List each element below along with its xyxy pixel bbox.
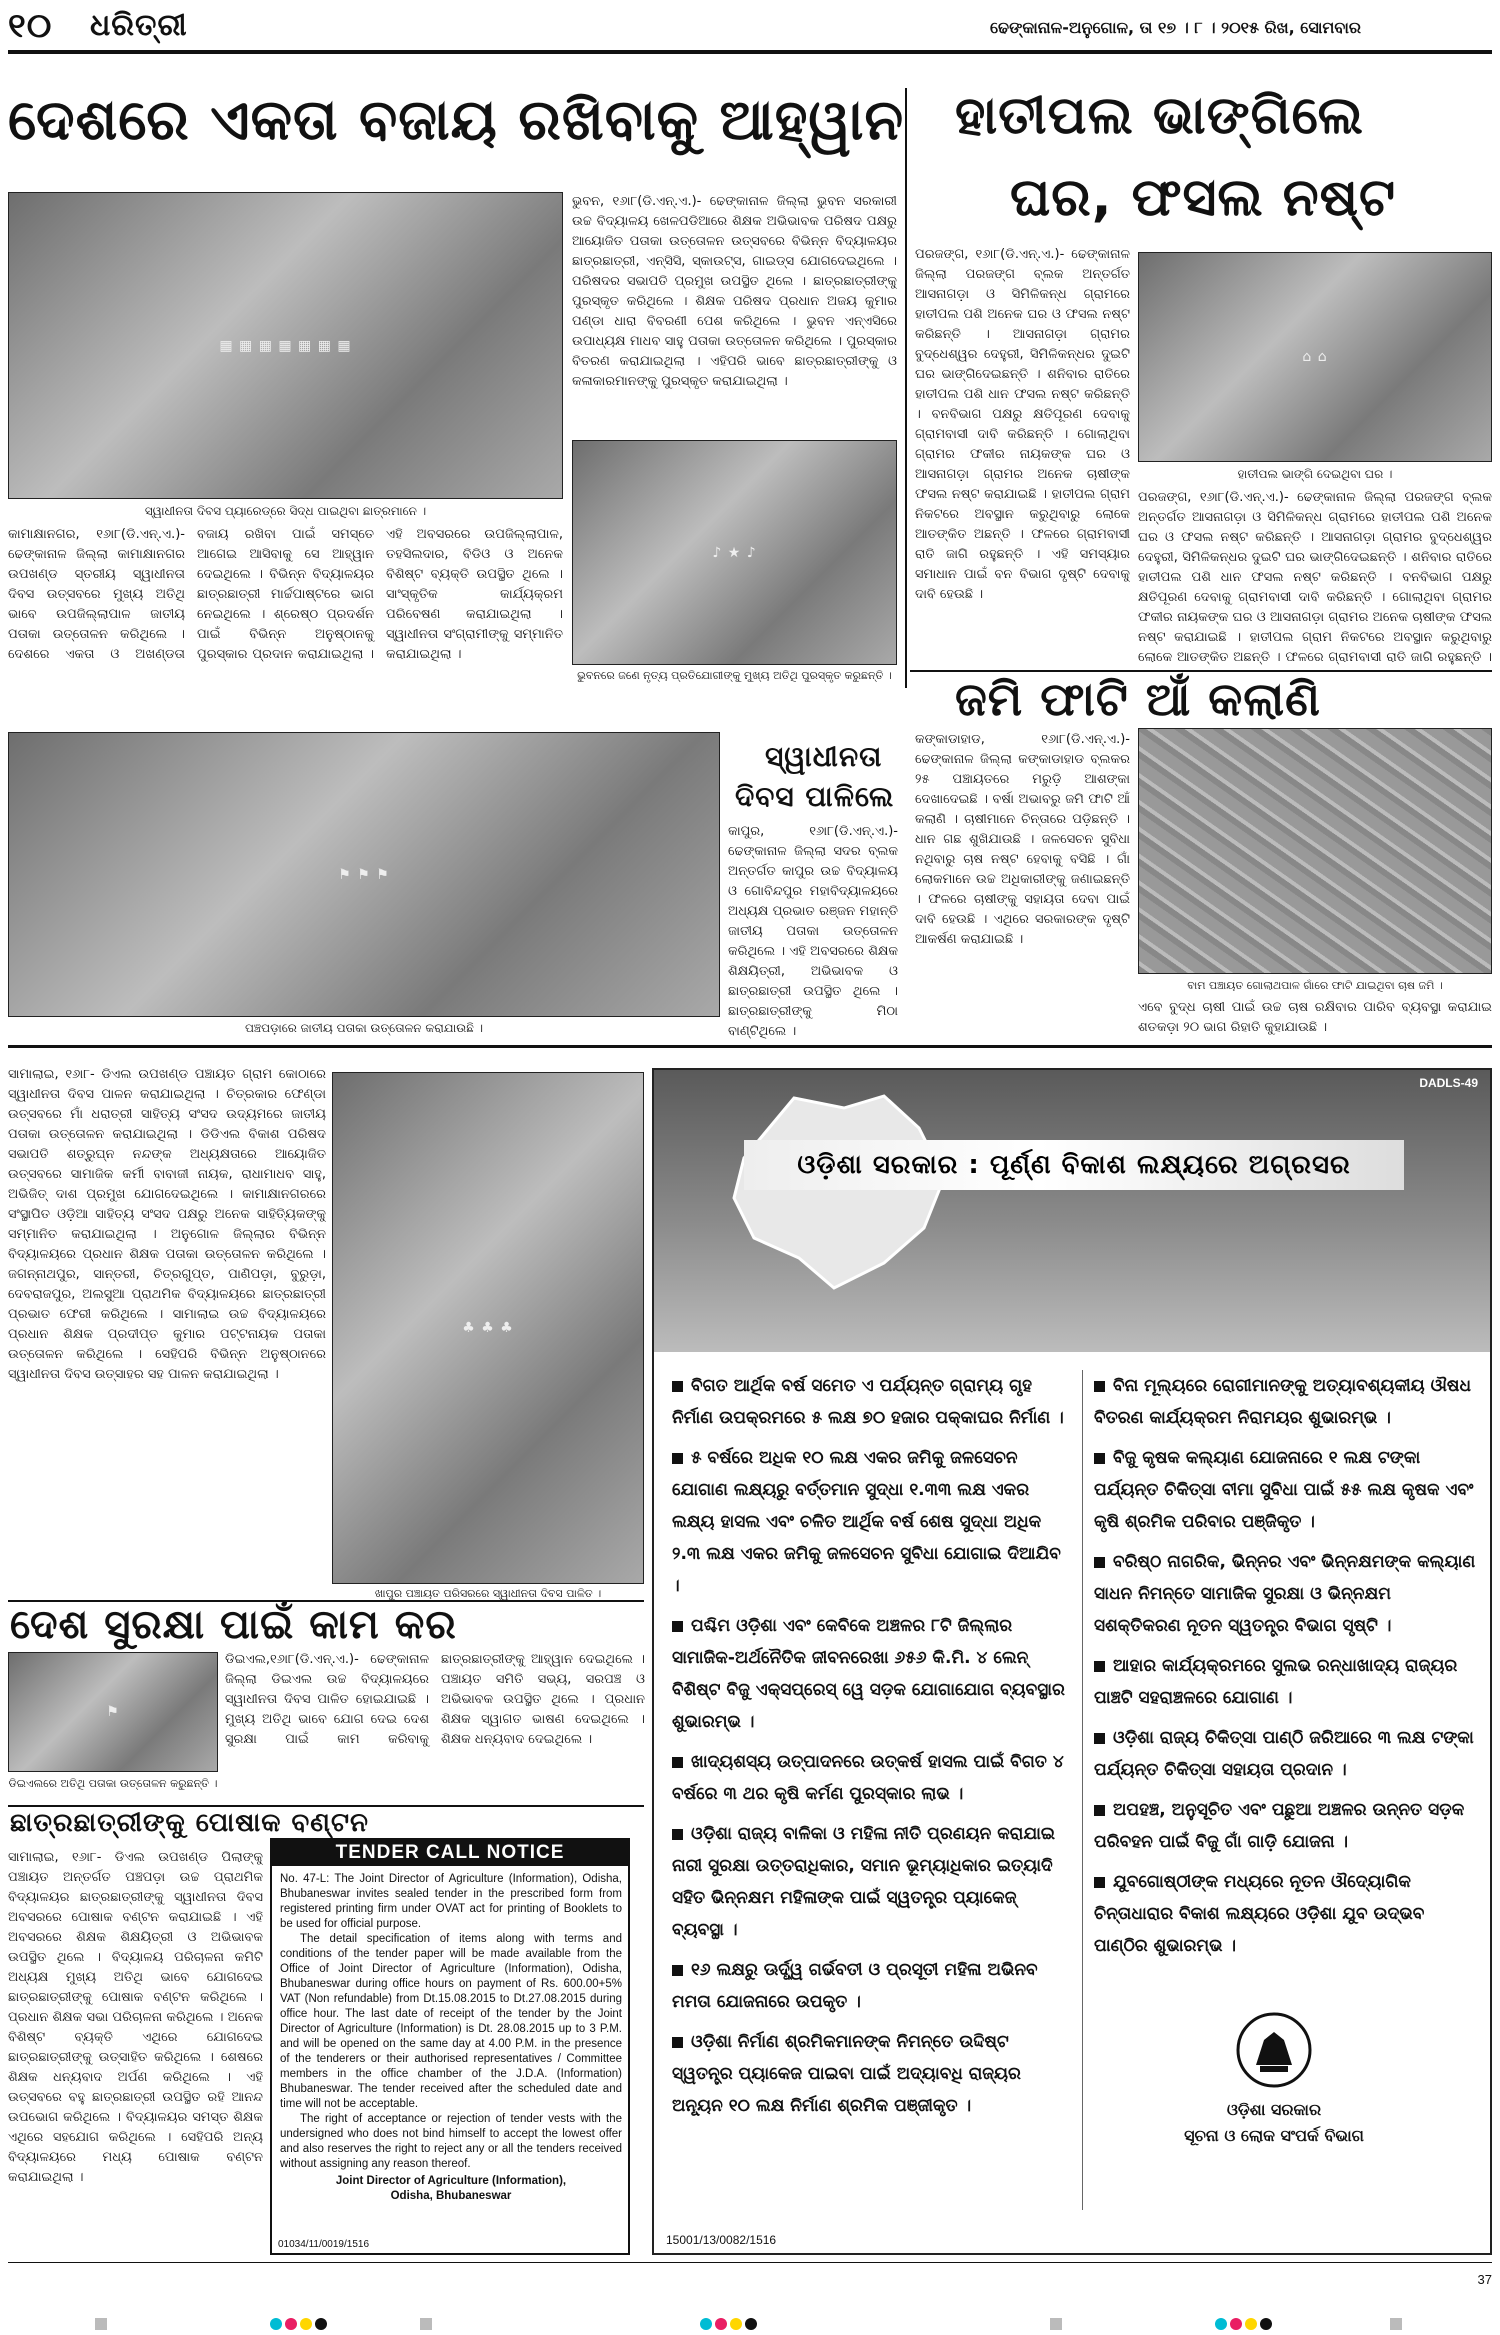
tender-para-2: The detail specification of items along with terms and conditions of the tender paper will be made available from the Office of Joint Director of Agriculture (Information), Odisha, Bhubaneswar during office hours on payment of Rs. 600.00+5% VAT (Non refundable) from Dt.15.08.2015 to Dt.27.08.2015 during office hour. The last date of receipt of the tender by the Joint Director of Agriculture (Information) is Dt. 28.08.2015 up to 3 P.M. and will be opened on the same day at 4.00 P.M. in the presence of the tenderers or their authorised representatives / Committee members in the office chamber of the J.D.A. (Information) Bhubaneswar. The tender received after the scheduled date and time will not be acceptable.: [280, 1933, 622, 2110]
page-number: ୧୦: [8, 6, 53, 46]
parade-photo-caption: ସ୍ୱାଧୀନତା ଦିବସ ପ୍ୟାରେଡ୍‌ରେ ସିଦ୍ଧ ପାଇଥିବା ଛାତ୍ରମାନେ ।: [144, 504, 427, 518]
flag-hoisting-caption: ପଞ୍ଚପଡ଼ାରେ ଜାତୀୟ ପତାକା ଉତ୍ତୋଳନ କରାଯାଉଛି ।: [244, 1021, 484, 1035]
registration-mark: [420, 2318, 432, 2330]
registration-mark: [95, 2318, 107, 2330]
parade-photo: ▦ ▦ ▦ ▦ ▦ ▦ ▦: [8, 192, 563, 499]
story2-headline-1: ହାତୀପଲ ଭାଙ୍ଗିଲେ: [955, 86, 1364, 146]
tender-notice: [270, 1838, 630, 2255]
story7-rule: [8, 1805, 644, 1807]
ad-banner: ଓଡ଼ିଶା ସରକାର : ପୂର୍ଣ୍ଣ ବିକାଶ ଲକ୍ଷ୍ୟରେ ଅଗ୍ରସର: [744, 1140, 1404, 1190]
tender-sign-1: Joint Director of Agriculture (Information),: [335, 2175, 567, 2187]
dance-award-caption: ଭୁବନରେ ଜଣେ ନୃତ୍ୟ ପ୍ରତିଯୋଗୀଙ୍କୁ ମୁଖ୍ୟ ଅତିଥି ପୁରସ୍କୃତ କରୁଛନ୍ତି ।: [577, 669, 892, 682]
ad-column-divider: [1082, 1370, 1083, 2210]
registration-mark: [1215, 2318, 1227, 2330]
ad-bullet: ଓଡ଼ିଶା ରାଜ୍ୟ ବାଳିକା ଓ ମହିଳା ନୀତି ପ୍ରଣୟନ କରାଯାଇ ନାରୀ ସୁରକ୍ଷା ଉତ୍ତରାଧିକାର, ସମାନ ଭୂମ୍ୟାଧିକାର ଇତ୍ୟାଦି ସହିତ ଭିନ୍ନକ୍ଷମ ମହିଳାଙ୍କ ପାଇଁ ସ୍ୱତନ୍ତ୍ର ପ୍ୟାକେଜ୍ ବ୍ୟବସ୍ଥା ।: [672, 1824, 1056, 1940]
flag-hoisting-photo: ⚑ ⚑ ⚑: [8, 732, 720, 1017]
story3-headline: ଜମି ଫାଟି ଆଁ କଲାଣି: [955, 672, 1321, 726]
story6-headline: ଦେଶ ସୁରକ୍ଷା ପାଇଁ କାମ କର: [10, 1602, 457, 1648]
story4-text: କାପୁର, ୧୬ା୮(ଡି.ଏନ୍‌.ଏ.)- ଢେଙ୍କାନାଳ ଜିଲ୍ଲା ସଦର ବ୍ଲକ ଅନ୍ତର୍ଗତ କାପୁର ଉଚ୍ଚ ବିଦ୍ୟାଳୟ ଓ ଗୋବିନ୍ଦପୁର ମହାବିଦ୍ୟାଳୟରେ ଅଧ୍ୟକ୍ଷ ପ୍ରଭାତ ରଞ୍ଜନ ମହାନ୍ତି ଜାତୀୟ ପତାକା ଉତ୍ତୋଳନ କରିଥିଲେ । ଏହି ଅବସରରେ ଶିକ୍ଷକ ଶିକ୍ଷୟିତ୍ରୀ, ଅଭିଭାବକ ଓ ଛାତ୍ରଛାତ୍ରୀ ଉପସ୍ଥିତ ଥିଲେ । ଛାତ୍ରଛାତ୍ରୀଙ୍କୁ ମିଠା ବାଣ୍ଟିଥିଲେ ।: [728, 824, 898, 1039]
registration-mark: [745, 2318, 757, 2330]
story3-text: କଙ୍କାଡାହାଡ, ୧୬ା୮(ଡି.ଏନ୍‌.ଏ.)- ଢେଙ୍କାନାଳ ଜିଲ୍ଲା କଙ୍କାଡାହାଡ ବ୍ଲକର ୨୫ ପଞ୍ଚାୟତରେ ମରୁଡ଼ି ଆଶଙ୍କା ଦେଖାଦେଇଛି । ବର୍ଷା ଅଭାବରୁ ଜମି ଫାଟି ଆଁ କଲାଣି । ଚାଷୀମାନେ ଚିନ୍ତାରେ ପଡ଼ିଛନ୍ତି । ଧାନ ଗଛ ଶୁଖିଯାଉଛି । ଜଳସେଚନ ସୁବିଧା ନଥିବାରୁ ଚାଷ ନଷ୍ଟ ହେବାକୁ ବସିଛି । ଗାଁ ଲୋକମାନେ ଉଚ୍ଚ ଅଧିକାରୀଙ୍କୁ ଜଣାଇଛନ୍ତି । ଫଳରେ ଚାଷୀଙ୍କୁ ସହାୟତା ଦେବା ପାଇଁ ଦାବି ହେଉଛି । ଏଥିରେ ସରକାରଙ୍କ ଦୃଷ୍ଟି ଆକର୍ଷଣ କରାଯାଇଛି ।: [915, 732, 1130, 947]
ad-bullet: ଓଡ଼ିଶା ରାଜ୍ୟ ଚିକିତ୍ସା ପାଣ୍ଠି ଜରିଆରେ ୩ ଲକ୍ଷ ଟଙ୍କା ପର୍ଯ୍ୟନ୍ତ ଚିକିତ୍ସା ସହାୟତା ପ୍ରଦାନ ।: [1094, 1728, 1474, 1780]
footer-rule: [8, 2262, 1492, 2263]
ad-bullet: ବରିଷ୍ଠ ନାଗରିକ, ଭିନ୍ନର ଏବଂ ଭିନ୍ନକ୍ଷମଙ୍କ କଲ୍ୟାଣ ସାଧନ ନିମନ୍ତେ ସାମାଜିକ ସୁରକ୍ଷା ଓ ଭିନ୍ନକ୍ଷମ ସଶକ୍ତିକରଣ ନୂତନ ସ୍ୱତନ୍ତ୍ର ବିଭାଗ ସୃଷ୍ଟି ।: [1094, 1552, 1476, 1636]
tender-para-3: The right of acceptance or rejection of tender vests with the undersigned who does not bind himself to accept the lowest offer and also reserves the right to reject any or all the tenders received without assigning any reason thereof.: [280, 2113, 622, 2170]
ad-bullet: ଆହାର କାର୍ଯ୍ୟକ୍ରମରେ ସୁଲଭ ରନ୍ଧାଖାଦ୍ୟ ରାଜ୍ୟର ପାଞ୍ଚଟି ସହରାଞ୍ଚଳରେ ଯୋଗାଣ ।: [1094, 1656, 1458, 1708]
story2-headline-2: ଘର, ଫସଲ ନଷ୍ଟ: [1010, 168, 1396, 228]
registration-mark: [1390, 2318, 1402, 2330]
registration-mark: [700, 2318, 712, 2330]
ad-bullet: ଯୁବଗୋଷ୍ଠୀଙ୍କ ମଧ୍ୟରେ ନୂତନ ଔଦ୍ୟୋଗିକ ଚିନ୍ତାଧାରାର ବିକାଶ ଲକ୍ଷ୍ୟରେ ଓଡ଼ିଶା ଯୁବ ଉଦ୍ଭବ ପାଣ୍ଠିର ଶୁଭାରମ୍ଭ ।: [1094, 1872, 1425, 1956]
registration-mark: [315, 2318, 327, 2330]
tender-body: [280, 1872, 622, 2204]
ad-bullet: ପଶ୍ଚିମ ଓଡ଼ିଶା ଏବଂ କେବିକେ ଅଞ୍ଚଳର ୮ଟି ଜିଲ୍ଲାର ସାମାଜିକ-ଅର୍ଥନୈତିକ ଜୀବନରେଖା ୬୫୬ କି.ମି. ୪ ଲେନ୍ ବିଶିଷ୍ଟ ବିଜୁ ଏକ୍ସପ୍ରେସ୍ ୱେ ସଡ଼କ ଯୋଗାଯୋଗ ବ୍ୟବସ୍ଥାର ଶୁଭାରମ୍ଭ ।: [672, 1616, 1065, 1732]
footer-page-number: 37: [1477, 2272, 1492, 2287]
cracked-land-photo: [1138, 728, 1492, 974]
elephant-photo-caption: ହାତୀପଲ ଭାଙ୍ଗି ଦେଇଥିବା ଘର ।: [1237, 467, 1393, 481]
column-divider: [905, 88, 907, 688]
story2-text: ପରଜଙ୍ଗ, ୧୬ା୮(ଡି.ଏନ୍‌.ଏ.)- ଢେଙ୍କାନାଳ ଜିଲ୍ଲା ପରଜଙ୍ଗ ବ୍ଲକ ଅନ୍ତର୍ଗତ ଆସନାଗଡ଼ା ଓ ସିମିଳିକନ୍ଧ ଗ୍ରାମରେ ହାତୀପଲ ପଶି ଅନେକ ଘର ଓ ଫସଲ ନଷ୍ଟ କରିଛନ୍ତି । ଆସନାଗଡ଼ା ଗ୍ରାମର ବୁଦ୍ଧେଶ୍ୱର ଦେହୁରୀ, ସିମିଳିକନ୍ଧର ଦୁଇଟି ଘର ଭାଙ୍ଗିଦେଇଛନ୍ତି । ଶନିବାର ରାତିରେ ହାତୀପଲ ପଶି ଧାନ ଫସଲ ନଷ୍ଟ କରିଛନ୍ତି । ବନବିଭାଗ ପକ୍ଷରୁ କ୍ଷତିପୂରଣ ଦେବାକୁ ଗ୍ରାମବାସୀ ଦାବି କରିଛନ୍ତି । ଗୋଲାଥିବା ଗ୍ରାମର ଫକୀର ନାୟକଙ୍କ ଘର ଓ ଆସନାଗଡ଼ା ଗ୍ରାମର ଅନେକ ଚାଷୀଙ୍କ ଫସଲ ନଷ୍ଟ କରାଯାଇଛି । ହାତୀପଲ ଗ୍ରାମ ନିକଟରେ ଅବସ୍ଥାନ କରୁଥିବାରୁ ଲୋକେ ଆତଙ୍କିତ ଅଛନ୍ତି । ଫଳରେ ଗ୍ରାମବାସୀ ରାତି ଜାଗି ରହୁଛନ୍ତି । ଏହି ସମସ୍ୟାର ସମାଧାନ ପାଇଁ ବନ ବିଭାଗ ଦୃଷ୍ଟି ଦେବାକୁ ଦାବି ହେଉଛି ।: [915, 247, 1130, 602]
registration-mark: [285, 2318, 297, 2330]
registration-mark: [715, 2318, 727, 2330]
story5-text: ସାମାଲାଇ, ୧୬ା୮- ଡିଏଲ ଉପଖଣ୍ଡ ପଞ୍ଚାୟତ ଗ୍ରାମ କୋଠାରେ ସ୍ୱାଧୀନତା ଦିବସ ପାଳନ କରାଯାଇଥିଲା । ଚିତ୍ରକାର ଫେଣ୍ଡା ଉତ୍ସବରେ ମାଁ ଧରାତ୍ରୀ ସାହିତ୍ୟ ସଂସଦ ଉଦ୍ୟମରେ ଜାତୀୟ ପତାକା ଉତ୍ତୋଳନ କରାଯାଇଥିଲା । ଡିଡିଏଲ ବିକାଶ ପରିଷଦ ସଭାପତି ଶତ୍ରୁଘ୍ନ ନନ୍ଦଙ୍କ ଅଧ୍ୟକ୍ଷତାରେ ଆୟୋଜିତ ଉତ୍ସବରେ ସାମାଜିକ କର୍ମୀ ବାବାଜୀ ନାୟକ, ରାଧାମାଧବ ସାହୁ, ଅଭିଜିତ୍‌ ଦାଶ ପ୍ରମୁଖ ଯୋଗଦେଇଥିଲେ । କାମାକ୍ଷାନଗରରେ ସଂସ୍ଥାପିତ ଓଡ଼ିଆ ସାହିତ୍ୟ ସଂସଦ ପକ୍ଷରୁ ଅନେକ ସାହିତ୍ୟିକଙ୍କୁ ସମ୍ମାନିତ କରାଯାଇଥିଲା । ଅନୁଗୋଳ ଜିଲ୍ଲାର ବିଭିନ୍ନ ବିଦ୍ୟାଳୟରେ ପ୍ରଧାନ ଶିକ୍ଷକ ପତାକା ଉତ୍ତୋଳନ କରିଥିଲେ । ଜଗନ୍ନାଥପୁର, ସାନ୍ତରୀ, ଚିତ୍ରଗୁପ୍ତ, ପାଣିପଡ଼ା, ବୁରୁଡ଼ା, ଦେବରାଜପୁର, ଅଲସୁଆ ପ୍ରାଥମିକ ବିଦ୍ୟାଳୟରେ ଛାତ୍ରଛାତ୍ରୀ ପ୍ରଭାତ ଫେରୀ କରିଥିଲେ । ସାମାଲାଇ ଉଚ୍ଚ ବିଦ୍ୟାଳୟରେ ପ୍ରଧାନ ଶିକ୍ଷକ ପ୍ରଦୀପ୍ତ କୁମାର ପଟ୍ଟନାୟକ ପତାକା ଉତ୍ତୋଳନ କରିଥିଲେ । ସେହିପରି ବିଭିନ୍ନ ଅନୁଷ୍ଠାନରେ ସ୍ୱାଧୀନତା ଦିବସ ଉତ୍ସାହର ସହ ପାଳନ କରାଯାଇଥିଲା ।: [8, 1067, 326, 1382]
guest-flag-caption: ଡିଇଏଲରେ ଅତିଥି ପତାକା ଉତ୍ତୋଳନ କରୁଛନ୍ତି ।: [8, 1777, 218, 1790]
ad-bullet: ୫ ବର୍ଷରେ ଅଧିକ ୧୦ ଲକ୍ଷ ଏକର ଜମିକୁ ଜଳସେଚନ ଯୋଗାଣ ଲକ୍ଷ୍ୟରୁ ବର୍ତ୍ତମାନ ସୁଦ୍ଧା ୧.୩୩ ଲକ୍ଷ ଏକର ଲକ୍ଷ୍ୟ ହାସଲ ଏବଂ ଚଳିତ ଆର୍ଥିକ ବର୍ଷ ଶେଷ ସୁଦ୍ଧା ଅଧିକ ୨.୩ ଲକ୍ଷ ଏକର ଜମିକୁ ଜଳସେଚନ ସୁବିଧା ଯୋଗାଇ ଦିଆଯିବ ।: [672, 1448, 1061, 1596]
story7-headline: ଛାତ୍ରଛାତ୍ରୀଙ୍କୁ ପୋଷାକ ବଣ୍ଟନ: [10, 1808, 369, 1838]
story4-headline-2: ଦିବସ ପାଳିଲେ: [735, 780, 895, 813]
cracked-land-caption: ବାମ ପଞ୍ଚାୟତ ଗୋଲାଥପାଳ ଗାଁରେ ଫାଟି ଯାଇଥିବା ଚାଷ ଜମି ।: [1187, 979, 1443, 992]
ad-bullet: ୧୬ ଲକ୍ଷରୁ ଊର୍ଦ୍ଧ୍ୱ ଗର୍ଭବତୀ ଓ ପ୍ରସୂତୀ ମହିଳା ଅଭିନବ ମମତା ଯୋଜନାରେ ଉପକୃତ ।: [672, 1960, 1038, 2012]
paper-name-logo: ଧରିତ୍ରୀ: [90, 8, 188, 43]
ad-bullet: ଓଡ଼ିଶା ନିର୍ମାଣ ଶ୍ରମିକମାନଙ୍କ ନିମନ୍ତେ ଉଦ୍ଦିଷ୍ଟ ସ୍ୱତନ୍ତ୍ର ପ୍ୟାକେଜ ପାଇବା ପାଇଁ ଅଦ୍ୟାବଧି ରାଜ୍ୟର ଅନ୍ୟୂନ ୧୦ ଲକ୍ଷ ନିର୍ମାଣ ଶ୍ରମିକ ପଞ୍ଜୀକୃତ ।: [672, 2032, 1021, 2116]
odisha-map-icon: [714, 1088, 954, 1298]
story3-text-tail: ଏବେ ବୁଦ୍ଧ ଚାଷୀ ପାଇଁ ଉଚ୍ଚ ଚାଷ ରକ୍ଷିବାର ପାରିବ ବ୍ୟବସ୍ଥା କରାଯାଇ ଶତକଡ଼ା ୨୦ ଭାଗ ରିହାତି କୁହାଯାଉଛି ।: [1138, 1000, 1492, 1035]
story7-text: ସାମାଲାଇ, ୧୬ା୮- ଡିଏଲ ଉପଖଣ୍ଡ ପିଲାଙ୍କୁ ପଞ୍ଚାୟତ ଅନ୍ତର୍ଗତ ପଞ୍ଚପଡ଼ା ଉଚ୍ଚ ପ୍ରାଥମିକ ବିଦ୍ୟାଳୟର ଛାତ୍ରଛାତ୍ରୀଙ୍କୁ ସ୍ୱାଧୀନତା ଦିବସ ଅବସରରେ ପୋଷାକ ବଣ୍ଟନ କରାଯାଇଛି । ଏହି ଅବସରରେ ଶିକ୍ଷକ ଶିକ୍ଷୟିତ୍ରୀ ଓ ଅଭିଭାବକ ଉପସ୍ଥିତ ଥିଲେ । ବିଦ୍ୟାଳୟ ପରିଚାଳନା କମିଟି ଅଧ୍ୟକ୍ଷ ମୁଖ୍ୟ ଅତିଥି ଭାବେ ଯୋଗଦେଇ ଛାତ୍ରଛାତ୍ରୀଙ୍କୁ ପୋଷାକ ବଣ୍ଟନ କରିଥିଲେ । ପ୍ରଧାନ ଶିକ୍ଷକ ସଭା ପରିଚାଳନା କରିଥିଲେ । ଅନେକ ବିଶିଷ୍ଟ ବ୍ୟକ୍ତି ଏଥିରେ ଯୋଗଦେଇ ଛାତ୍ରଛାତ୍ରୀଙ୍କୁ ଉତ୍ସାହିତ କରିଥିଲେ । ଶେଷରେ ଶିକ୍ଷକ ଧନ୍ୟବାଦ ଅର୍ପଣ କରିଥିଲେ । ଏହି ଉତ୍ସବରେ ବହୁ ଛାତ୍ରଛାତ୍ରୀ ଉପସ୍ଥିତ ରହି ଆନନ୍ଦ ଉପଭୋଗ କରିଥିଲେ । ବିଦ୍ୟାଳୟର ସମସ୍ତ ଶିକ୍ଷକ ଏଥିରେ ସହଯୋଗ କରିଥିଲେ । ସେହିପରି ଅନ୍ୟ ବିଦ୍ୟାଳୟରେ ମଧ୍ୟ ପୋଷାକ ବଣ୍ଟନ କରାଯାଇଥିଲା ।: [8, 1850, 263, 2185]
ad-right-bullets: [1094, 1370, 1479, 1970]
tender-ref: 01034/11/0019/1516: [278, 2239, 370, 2250]
panchayat-photo-caption: ଖାପୁର ପଞ୍ଚାୟତ ପରିସରରେ ସ୍ୱାଧୀନତା ଦିବସ ପାଳିତ ।: [374, 1587, 602, 1600]
ad-bullet: ଖାଦ୍ୟଶସ୍ୟ ଉତ୍ପାଦନରେ ଉତ୍କର୍ଷ ହାସଲ ପାଇଁ ବିଗତ ୪ ବର୍ଷରେ ୩ ଥର କୃଷି କର୍ମଣ ପୁରସ୍କାର ଲାଭ ।: [672, 1752, 1064, 1804]
story4-headline-1: ସ୍ୱାଧୀନତା: [765, 740, 883, 773]
ad-header-panel: [654, 1070, 1490, 1352]
registration-mark: [1245, 2318, 1257, 2330]
ad-code: DADLS-49: [1419, 1076, 1478, 1090]
dance-award-photo: ♪ ★ ♪: [572, 440, 897, 665]
ad-bullet: ବିନା ମୂଲ୍ୟରେ ରୋଗୀମାନଙ୍କୁ ଅତ୍ୟାବଶ୍ୟକୀୟ ଔଷଧ ବିତରଣ କାର୍ଯ୍ୟକ୍ରମ ନିରାମୟର ଶୁଭାରମ୍ଭ ।: [1094, 1376, 1471, 1428]
tender-sign-2: Odisha, Bhubaneswar: [390, 2190, 512, 2202]
odisha-emblem-icon: [1234, 2010, 1314, 2090]
ad-emblem-line2: ସୂଚନା ଓ ଲୋକ ସଂପର୍କ ବିଭାଗ: [1184, 2126, 1364, 2145]
registration-mark: [1260, 2318, 1272, 2330]
ad-bullet: ବିଗତ ଆର୍ଥିକ ବର୍ଷ ସମେତ ଏ ପର୍ଯ୍ୟନ୍ତ ଗ୍ରାମ୍ୟ ଗୃହ ନିର୍ମାଣ ଉପକ୍ରମରେ ୫ ଲକ୍ଷ ୭୦ ହଜାର ପକ୍କାଘର ନିର୍ମାଣ ।: [672, 1376, 1064, 1428]
registration-mark: [1050, 2318, 1062, 2330]
mid-rule: [8, 1045, 1492, 1048]
elephant-damage-photo: ⌂ ⌂: [1138, 252, 1492, 462]
story6-text: ଡିଇଏଲ,୧୬ା୮(ଡି.ଏନ୍‌.ଏ.)- ଢେଙ୍କାନାଳ ଜିଲ୍ଲା ଡିଇଏଲ ଉଚ୍ଚ ବିଦ୍ୟାଳୟରେ ସ୍ୱାଧୀନତା ଦିବସ ପାଳିତ ହୋଇଯାଇଛି । ମୁଖ୍ୟ ଅତିଥି ଭାବେ ଯୋଗ ଦେଇ ଦେଶ ସୁରକ୍ଷା ପାଇଁ କାମ କରିବାକୁ ଛାତ୍ରଛାତ୍ରୀଙ୍କୁ ଆହ୍ୱାନ ଦେଇଥିଲେ । ପଞ୍ଚାୟତ ସମିତି ସଭ୍ୟ, ସରପଞ୍ଚ ଓ ଅଭିଭାବକ ଉପସ୍ଥିତ ଥିଲେ । ପ୍ରଧାନ ଶିକ୍ଷକ ସ୍ୱାଗତ ଭାଷଣ ଦେଇଥିଲେ । ଶିକ୍ଷକ ଧନ୍ୟବାଦ ଦେଇଥିଲେ ।: [225, 1652, 645, 1747]
registration-mark: [300, 2318, 312, 2330]
story1-headline: ଦେଶରେ ଏକତା ବଜାୟ ରଖିବାକୁ ଆହ୍ୱାନ: [8, 88, 905, 153]
registration-mark: [1230, 2318, 1242, 2330]
ad-left-bullets: [672, 1370, 1072, 2130]
government-advertisement: [652, 1068, 1492, 2255]
story1-text-a: ଭୁବନ, ୧୬ା୮(ଡି.ଏନ୍‌.ଏ.)- ଢେଙ୍କାନାଳ ଜିଲ୍ଲା ଭୁବନ ସରକାରୀ ଉଚ୍ଚ ବିଦ୍ୟାଳୟ ଖେଳପଡିଆରେ ଶିକ୍ଷକ ଅଭିଭାବକ ପରିଷଦ ପକ୍ଷରୁ ଆୟୋଜିତ ପତାକା ଉତ୍ତୋଳନ ଉତ୍ସବରେ ବିଭିନ୍ନ ବିଦ୍ୟାଳୟର ଛାତ୍ରଛାତ୍ରୀ, ଏନ୍‌ସିସି, ସ୍କାଉଟ୍ସ, ଗାଇଡ୍ସ ଯୋଗଦେଇଥିଲେ । ପରିଷଦର ସଭାପତି ପ୍ରମୁଖ ଉପସ୍ଥିତ ଥିଲେ । ଛାତ୍ରଛାତ୍ରୀଙ୍କୁ ପୁରସ୍କୃତ କରିଥିଲେ । ଶିକ୍ଷକ ପରିଷଦ ପ୍ରଧାନ ଅଜୟ କୁମାର ପଣ୍ଡା ଧାରା ବିବରଣୀ ପେଶ କରିଥିଲେ । ଭୁବନ ଏନ୍‌ଏସିରେ ଉପାଧ୍ୟକ୍ଷ ମାଧବ ସାହୁ ପତାକା ଉତ୍ତୋଳନ କରିଥିଲେ । ପୁରସ୍କାର ବିତରଣ କରାଯାଇଥିଲା । ଏହିପରି ଭାବେ ଛାତ୍ରଛାତ୍ରୀଙ୍କୁ ଓ କଳାକାରମାନଙ୍କୁ ପୁରସ୍କୃତ କରାଯାଇଥିଲା ।: [572, 194, 897, 389]
masthead-rule: [8, 50, 1492, 54]
ad-bullet: ଅପହଞ୍ଚ, ଅନୁସୂଚିତ ଏବଂ ପଛୁଆ ଅଞ୍ଚଳର ଉନ୍ନତ ସଡ଼କ ପରିବହନ ପାଇଁ ବିଜୁ ଗାଁ ଗାଡ଼ି ଯୋଜନା ।: [1094, 1800, 1465, 1852]
registration-mark: [730, 2318, 742, 2330]
registration-mark: [270, 2318, 282, 2330]
guest-flag-photo: ⚑: [8, 1652, 218, 1772]
story1-text-b: କାମାକ୍ଷାନଗର, ୧୬ା୮(ଡି.ଏନ୍‌.ଏ.)- ଢେଙ୍କାନାଳ ଜିଲ୍ଲା କାମାକ୍ଷାନଗର ଉପଖଣ୍ଡ ସ୍ତରୀୟ ସ୍ୱାଧୀନତା ଦିବସ ଉତ୍ସବରେ ମୁଖ୍ୟ ଅତିଥି ଭାବେ ଉପଜିଲ୍ଲାପାଳ ଜାତୀୟ ପତାକା ଉତ୍ତୋଳନ କରିଥିଲେ । ଦେଶରେ ଏକତା ଓ ଅଖଣ୍ଡତା ବଜାୟ ରଖିବା ପାଇଁ ସମସ୍ତେ ଆଗେଇ ଆସିବାକୁ ସେ ଆହ୍ୱାନ ଦେଇଥିଲେ । ବିଭିନ୍ନ ବିଦ୍ୟାଳୟର ଛାତ୍ରଛାତ୍ରୀ ମାର୍ଚ୍ଚପାଷ୍ଟରେ ଭାଗ ନେଇଥିଲେ । ଶ୍ରେଷ୍ଠ ପ୍ରଦର୍ଶନ ପାଇଁ ବିଭିନ୍ନ ଅନୁଷ୍ଠାନକୁ ପୁରସ୍କାର ପ୍ରଦାନ କରାଯାଇଥିଲା । ଏହି ଅବସରରେ ଉପଜିଲ୍ଲାପାଳ, ତହସିଲଦାର, ବିଡିଓ ଓ ଅନେକ ବିଶିଷ୍ଟ ବ୍ୟକ୍ତି ଉପସ୍ଥିତ ଥିଲେ । ସାଂସ୍କୃତିକ କାର୍ଯ୍ୟକ୍ରମ ପରିବେଷଣ କରାଯାଇଥିଲା । ସ୍ୱାଧୀନତା ସଂଗ୍ରାମୀଙ୍କୁ ସମ୍ମାନିତ କରାଯାଇଥିଲା ।: [8, 527, 563, 662]
panchayat-celebration-photo: ♣ ♣ ♣: [332, 1072, 644, 1584]
tender-para-1: No. 47-L: The Joint Director of Agriculture (Information), Odisha, Bhubaneswar invites sealed tender in the prescribed form from registered printing firm under OVAT act for printing of Booklets to be used for official purpose.: [280, 1873, 622, 1930]
tender-title: TENDER CALL NOTICE: [272, 1840, 628, 1866]
ad-ref-number: 15001/13/0082/1516: [666, 2233, 777, 2247]
date-line: ଢେଙ୍କାନାଳ-ଅନୁଗୋଳ, ତା ୧୭ । ୮ । ୨୦୧୫ ରିଖ, ସୋମବାର: [990, 18, 1362, 37]
ad-emblem-line1: ଓଡ଼ିଶା ସରକାର: [1226, 2100, 1322, 2119]
story2-text-cont: ପରଜଙ୍ଗ, ୧୬ା୮(ଡି.ଏନ୍‌.ଏ.)- ଢେଙ୍କାନାଳ ଜିଲ୍ଲା ପରଜଙ୍ଗ ବ୍ଲକ ଅନ୍ତର୍ଗତ ଆସନାଗଡ଼ା ଓ ସିମିଳିକନ୍ଧ ଗ୍ରାମରେ ହାତୀପଲ ପଶି ଅନେକ ଘର ଓ ଫସଲ ନଷ୍ଟ କରିଛନ୍ତି । ଆସନାଗଡ଼ା ଗ୍ରାମର ବୁଦ୍ଧେଶ୍ୱର ଦେହୁରୀ, ସିମିଳିକନ୍ଧର ଦୁଇଟି ଘର ଭାଙ୍ଗିଦେଇଛନ୍ତି । ଶନିବାର ରାତିରେ ହାତୀପଲ ପଶି ଧାନ ଫସଲ ନଷ୍ଟ କରିଛନ୍ତି । ବନବିଭାଗ ପକ୍ଷରୁ କ୍ଷତିପୂରଣ ଦେବାକୁ ଗ୍ରାମବାସୀ ଦାବି କରିଛନ୍ତି । ଗୋଲାଥିବା ଗ୍ରାମର ଫକୀର ନାୟକଙ୍କ ଘର ଓ ଆସନାଗଡ଼ା ଗ୍ରାମର ଅନେକ ଚାଷୀଙ୍କ ଫସଲ ନଷ୍ଟ କରାଯାଇଛି । ହାତୀପଲ ଗ୍ରାମ ନିକଟରେ ଅବସ୍ଥାନ କରୁଥିବାରୁ ଲୋକେ ଆତଙ୍କିତ ଅଛନ୍ତି । ଫଳରେ ଗ୍ରାମବାସୀ ରାତି ଜାଗି ରହୁଛନ୍ତି ।: [1138, 490, 1492, 665]
ad-bullet: ବିଜୁ କୃଷକ କଲ୍ୟାଣ ଯୋଜନାରେ ୧ ଲକ୍ଷ ଟଙ୍କା ପର୍ଯ୍ୟନ୍ତ ଚିକିତ୍ସା ବୀମା ସୁବିଧା ପାଇଁ ୫୫ ଲକ୍ଷ କୃଷକ ଏବଂ କୃଷି ଶ୍ରମିକ ପରିବାର ପଞ୍ଜିକୃତ ।: [1094, 1448, 1474, 1532]
